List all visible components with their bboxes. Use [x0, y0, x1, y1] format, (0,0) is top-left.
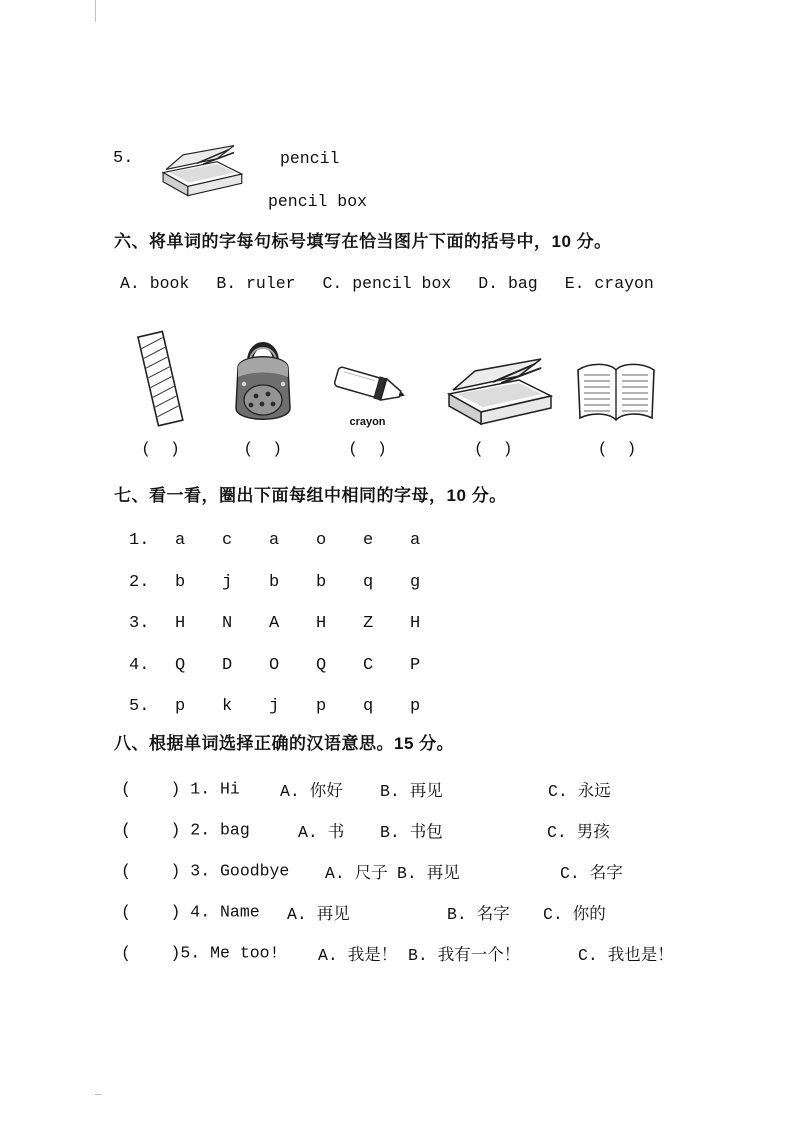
- letter-cell: b: [175, 572, 186, 592]
- crayon-caption: crayon: [349, 416, 386, 428]
- row-number: 4.: [129, 655, 150, 675]
- question-prefix: ( ) 2. bag: [121, 820, 250, 840]
- section6-title: 六、将单词的字每句标号填写在恰当图片下面的括号中，10 分。: [114, 232, 612, 251]
- pencil-box-icon: [143, 142, 251, 200]
- image-item-crayon: [318, 322, 418, 458]
- letter-row: [129, 562, 457, 604]
- answer-bracket: ( ): [243, 440, 282, 458]
- mc-question-row: [121, 850, 786, 891]
- letter-row: [129, 603, 457, 645]
- letter-cell: H: [175, 614, 186, 634]
- word-pencil: pencil: [280, 149, 340, 168]
- letter-cell: Q: [175, 655, 186, 675]
- letter-cell: k: [222, 697, 233, 717]
- letter-cell: P: [410, 655, 421, 675]
- letter-cell: Z: [363, 614, 374, 634]
- letter-cell: p: [316, 697, 327, 717]
- letter-cell: a: [269, 531, 280, 551]
- pencil-box-icon: [423, 356, 563, 428]
- letter-cell: g: [410, 572, 421, 592]
- letter-cell: e: [363, 531, 374, 551]
- image-item-book: [569, 322, 665, 458]
- image-item-bag: [211, 322, 315, 458]
- word-pencil-box: pencil box: [268, 192, 368, 211]
- option-b-ruler: B. ruler: [216, 274, 296, 293]
- choice-a: A. 你好: [280, 781, 343, 801]
- row-number: 1.: [129, 531, 150, 551]
- letter-row: [129, 645, 457, 687]
- section8-questions: [121, 768, 786, 974]
- row-number: 5.: [129, 697, 150, 717]
- letter-cell: D: [222, 655, 233, 675]
- mc-question-row: [121, 768, 786, 809]
- option-d-bag: D. bag: [478, 274, 538, 293]
- letter-row: [129, 520, 457, 562]
- choice-b: B. 书包: [380, 822, 443, 842]
- crayon-icon: [329, 358, 407, 414]
- row-number: 3.: [129, 614, 150, 634]
- letter-cell: a: [175, 531, 186, 551]
- option-e-crayon: E. crayon: [564, 274, 654, 293]
- image-item-pencil-box: [420, 322, 566, 458]
- letter-cell: j: [269, 697, 280, 717]
- letter-cell: c: [222, 531, 233, 551]
- letter-row: [129, 686, 457, 728]
- letter-cell: H: [316, 614, 327, 634]
- mc-question-row: [121, 809, 786, 850]
- letter-cell: j: [222, 572, 233, 592]
- letter-cell: C: [363, 655, 374, 675]
- choice-a: A. 再见: [287, 905, 350, 925]
- choice-c: C. 男孩: [547, 822, 610, 842]
- choice-b: B. 再见: [397, 863, 460, 883]
- book-icon: [572, 354, 662, 428]
- letter-cell: q: [363, 572, 374, 592]
- letter-cell: H: [410, 614, 421, 634]
- choice-b: B. 我有一个！: [408, 946, 521, 966]
- letter-cell: p: [175, 697, 186, 717]
- letter-cell: b: [316, 572, 327, 592]
- scan-artifact-line: [95, 1094, 102, 1095]
- question-prefix: ( ) 4. Name: [121, 902, 260, 922]
- answer-bracket: ( ): [348, 440, 387, 458]
- ruler-icon: [130, 330, 192, 428]
- letter-cell: p: [410, 697, 421, 717]
- question-5: [113, 142, 453, 214]
- choice-b: B. 名字: [447, 905, 510, 925]
- choice-c: C. 名字: [560, 863, 623, 883]
- option-c-pencil-box: C. pencil box: [322, 274, 452, 293]
- section8-title: 八、根据单词选择正确的汉语意思。15 分。: [114, 734, 455, 753]
- choice-c: C. 我也是！: [578, 946, 674, 966]
- letter-cell: a: [410, 531, 421, 551]
- letter-cell: q: [363, 697, 374, 717]
- choice-b: B. 再见: [380, 781, 443, 801]
- letter-cell: O: [269, 655, 280, 675]
- mc-question-row: [121, 892, 786, 933]
- section7-letter-grid: [129, 520, 457, 728]
- answer-bracket: ( ): [474, 440, 513, 458]
- choice-a: A. 书: [298, 822, 345, 842]
- image-item-ruler: [113, 322, 208, 458]
- letter-cell: N: [222, 614, 233, 634]
- choice-c: C. 永远: [548, 781, 611, 801]
- choice-c: C. 你的: [543, 905, 606, 925]
- question-prefix: ( ) 1. Hi: [121, 779, 240, 799]
- letter-cell: A: [269, 614, 280, 634]
- choice-a: A. 尺子: [325, 863, 388, 883]
- option-a-book: A. book: [120, 274, 190, 293]
- question-prefix: ( )5. Me too!: [121, 943, 280, 963]
- mc-question-row: [121, 933, 786, 974]
- section7-title: 七、看一看，圈出下面每组中相同的字母，10 分。: [114, 486, 507, 505]
- question-prefix: ( ) 3. Goodbye: [121, 861, 290, 881]
- letter-cell: b: [269, 572, 280, 592]
- answer-bracket: ( ): [597, 440, 637, 458]
- letter-cell: o: [316, 531, 327, 551]
- answer-bracket: ( ): [141, 440, 180, 458]
- section6-options: [120, 274, 654, 293]
- section6-images: [113, 322, 665, 458]
- row-number: 2.: [129, 572, 150, 592]
- letter-cell: Q: [316, 655, 327, 675]
- scan-artifact-line: [95, 0, 96, 22]
- bag-icon: [226, 334, 300, 428]
- choice-a: A. 我是！: [318, 946, 398, 966]
- question-number: 5.: [113, 149, 134, 168]
